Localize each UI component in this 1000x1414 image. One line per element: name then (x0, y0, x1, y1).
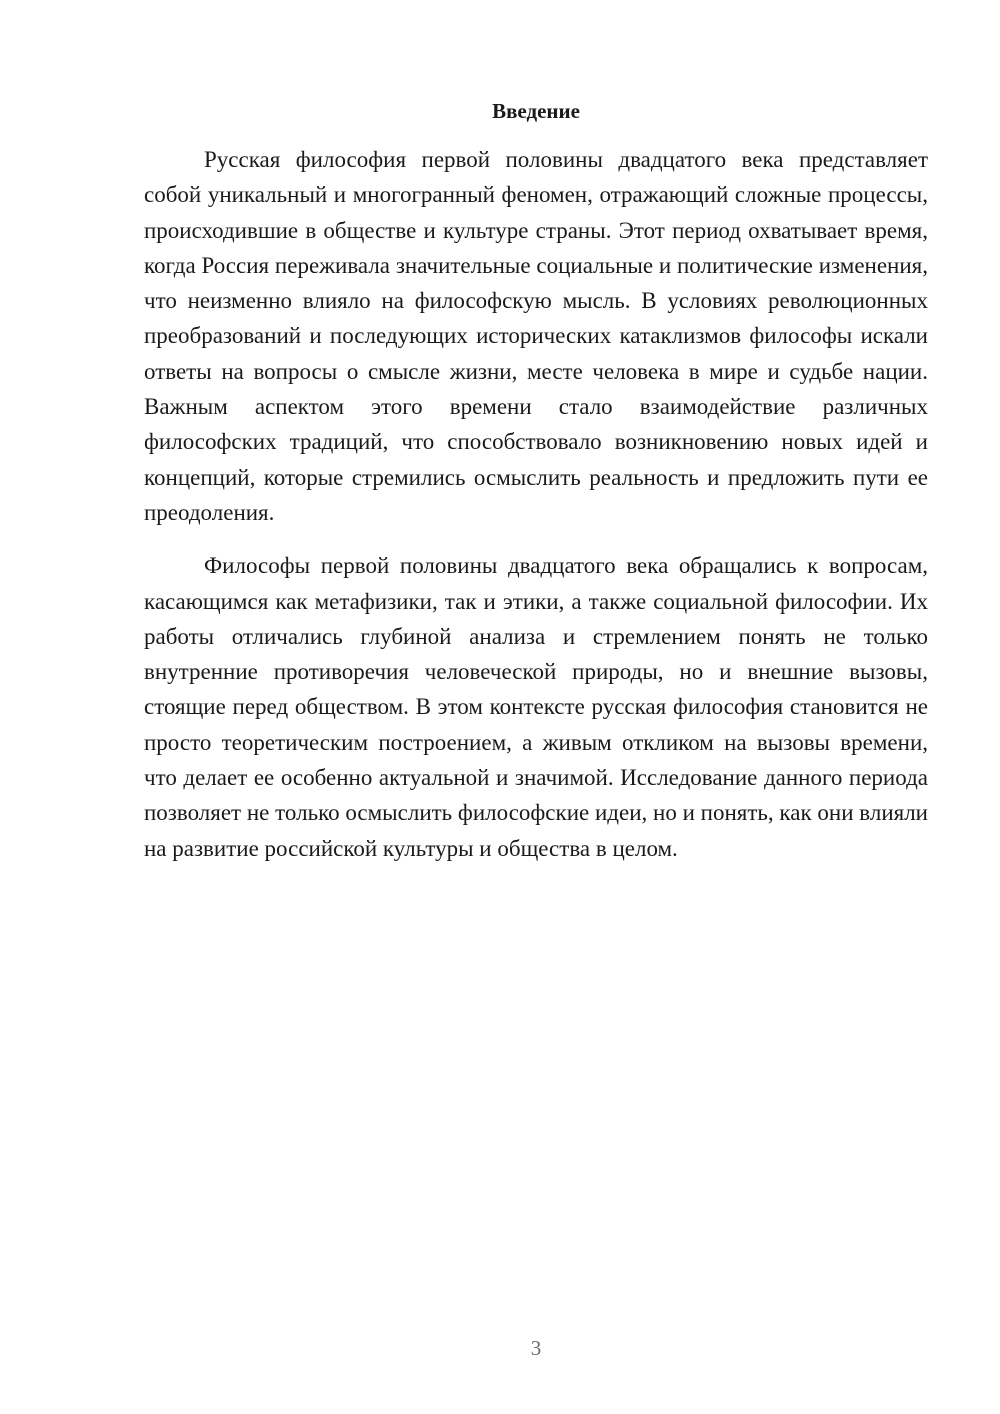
paragraph-2: Философы первой половины двадцатого века обращались к вопросам, касающимся как метафизики, так и этики, а также социальной философии. Их работы отличались глубиной анализа и стремлением понять не только внутренние противоречия человеческой природы, но и внешние вызовы, стоящие перед обществом. В этом контексте русская философия становится не просто теоретическим построением, а живым откликом на вызовы времени, что делает ее особенно актуальной и значимой. Исследование данного периода позволяет не только осмыслить философские идеи, но и понять, как они влияли на развитие российской культуры и общества в целом. (144, 553, 928, 861)
paragraph-1: Русская философия первой половины двадцатого века представляет собой уникальный и многогранный феномен, отражающий сложные процессы, происходившие в обществе и культуре страны. Этот период охватывает время, когда Россия переживала значительные социальные и политические изменения, что неизменно влияло на философскую мысль. В условиях революционных преобразований и последующих исторических катаклизмов философы искали ответы на вопросы о смысле жизни, месте человека в мире и судьбе нации. Важным аспектом этого времени стало взаимодействие различных философских традиций, что способствовало возникновению новых идей и концепций, которые стремились осмыслить реальность и предложить пути ее преодоления. (144, 147, 928, 525)
body-text (144, 142, 928, 866)
section-heading: Введение (492, 99, 580, 123)
page-number: 3 (530, 1336, 542, 1360)
